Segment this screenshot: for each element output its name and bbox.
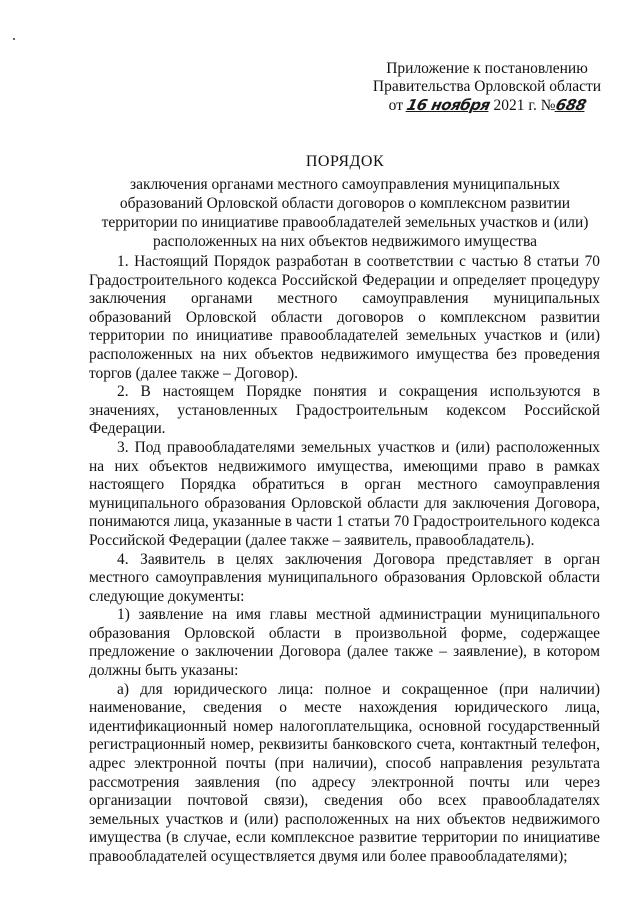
paragraph-1: 1. Настоящий Порядок разработан в соответствии с частью 8 статьи 70 Градостроительного кодекса Российской Федерации и определяет процедуру заключения органами местного самоуправления муниципальных образований Орловской области договоров о комплексном развитии территории по инициативе правообладателей земельных участков и (или) расположенных на них объектов недвижимого имущества без проведения торгов (далее также – Договор). [89,253,600,382]
appendix-date-line [362,96,612,115]
appendix-line-1: Приложение к постановлению [386,60,588,77]
date-suffix: 2021 г. № [493,97,556,114]
paragraph-3: 3. Под правообладателями земельных участков и (или) расположенных на них объектов недвижимого имущества, имеющими право в рамках настоящего Порядка обратиться в орган местного самоуправления муниципального образования Орловской области для заключения Договора, понимаются лица, указанные в части 1 статьи 70 Градостроительного кодекса Российской Федерации (далее также – заявитель, правообладатель). [89,438,600,549]
date-prefix: от [388,97,403,114]
document-body [89,253,600,867]
paragraph-4-1: 1) заявление на имя главы местной администрации муниципального образования Орловской области в произвольной форме, содержащее предложение о заключении Договора (далее также – заявление), в котором должны быть указаны: [89,606,600,680]
title-heading: ПОРЯДОК [305,153,385,170]
title-line: заключения органами местного самоуправления муниципальных [129,176,560,193]
appendix-line-2: Правительства Орловской области [372,78,602,95]
paragraph-4-1-a: а) для юридического лица: полное и сокращенное (при наличии) наименование, сведения о месте нахождения юридического лица, идентификационный номер налогоплательщика, основной государственный регистрационный номер, реквизиты банковского счета, контактный телефон, адрес электронной почты (при наличии), способ направления результата рассмотрения заявления (по адресу электронной почты или через организации почтовой связи), сведения обо всех правообладателях земельных участков и (или) расположенных на них объектов недвижимого имущества (в случае, если комплексное развитие территории по инициативе правообладателей осуществляется двумя или более правообладателями); [89,680,600,865]
paragraph-2: 2. В настоящем Порядке понятия и сокращения используются в значениях, установленных Градостроительным кодексом Российской Федерации. [89,383,600,438]
title-line: образований Орловской области договоров о комплексном развитии [119,195,571,212]
title-line: расположенных на них объектов недвижимого имущества [152,233,538,250]
handwritten-number: 688 [553,96,588,114]
scan-speck [13,38,15,40]
title-line: территории по инициативе правообладателей земельных участков и (или) [101,214,589,231]
appendix-header [362,60,612,115]
paragraph-4: 4. Заявитель в целях заключения Договора представляет в орган местного самоуправления муниципального образования Орловской области следующие документы: [89,550,600,605]
document-title [80,152,610,251]
handwritten-date: 16 ноября [404,96,492,114]
